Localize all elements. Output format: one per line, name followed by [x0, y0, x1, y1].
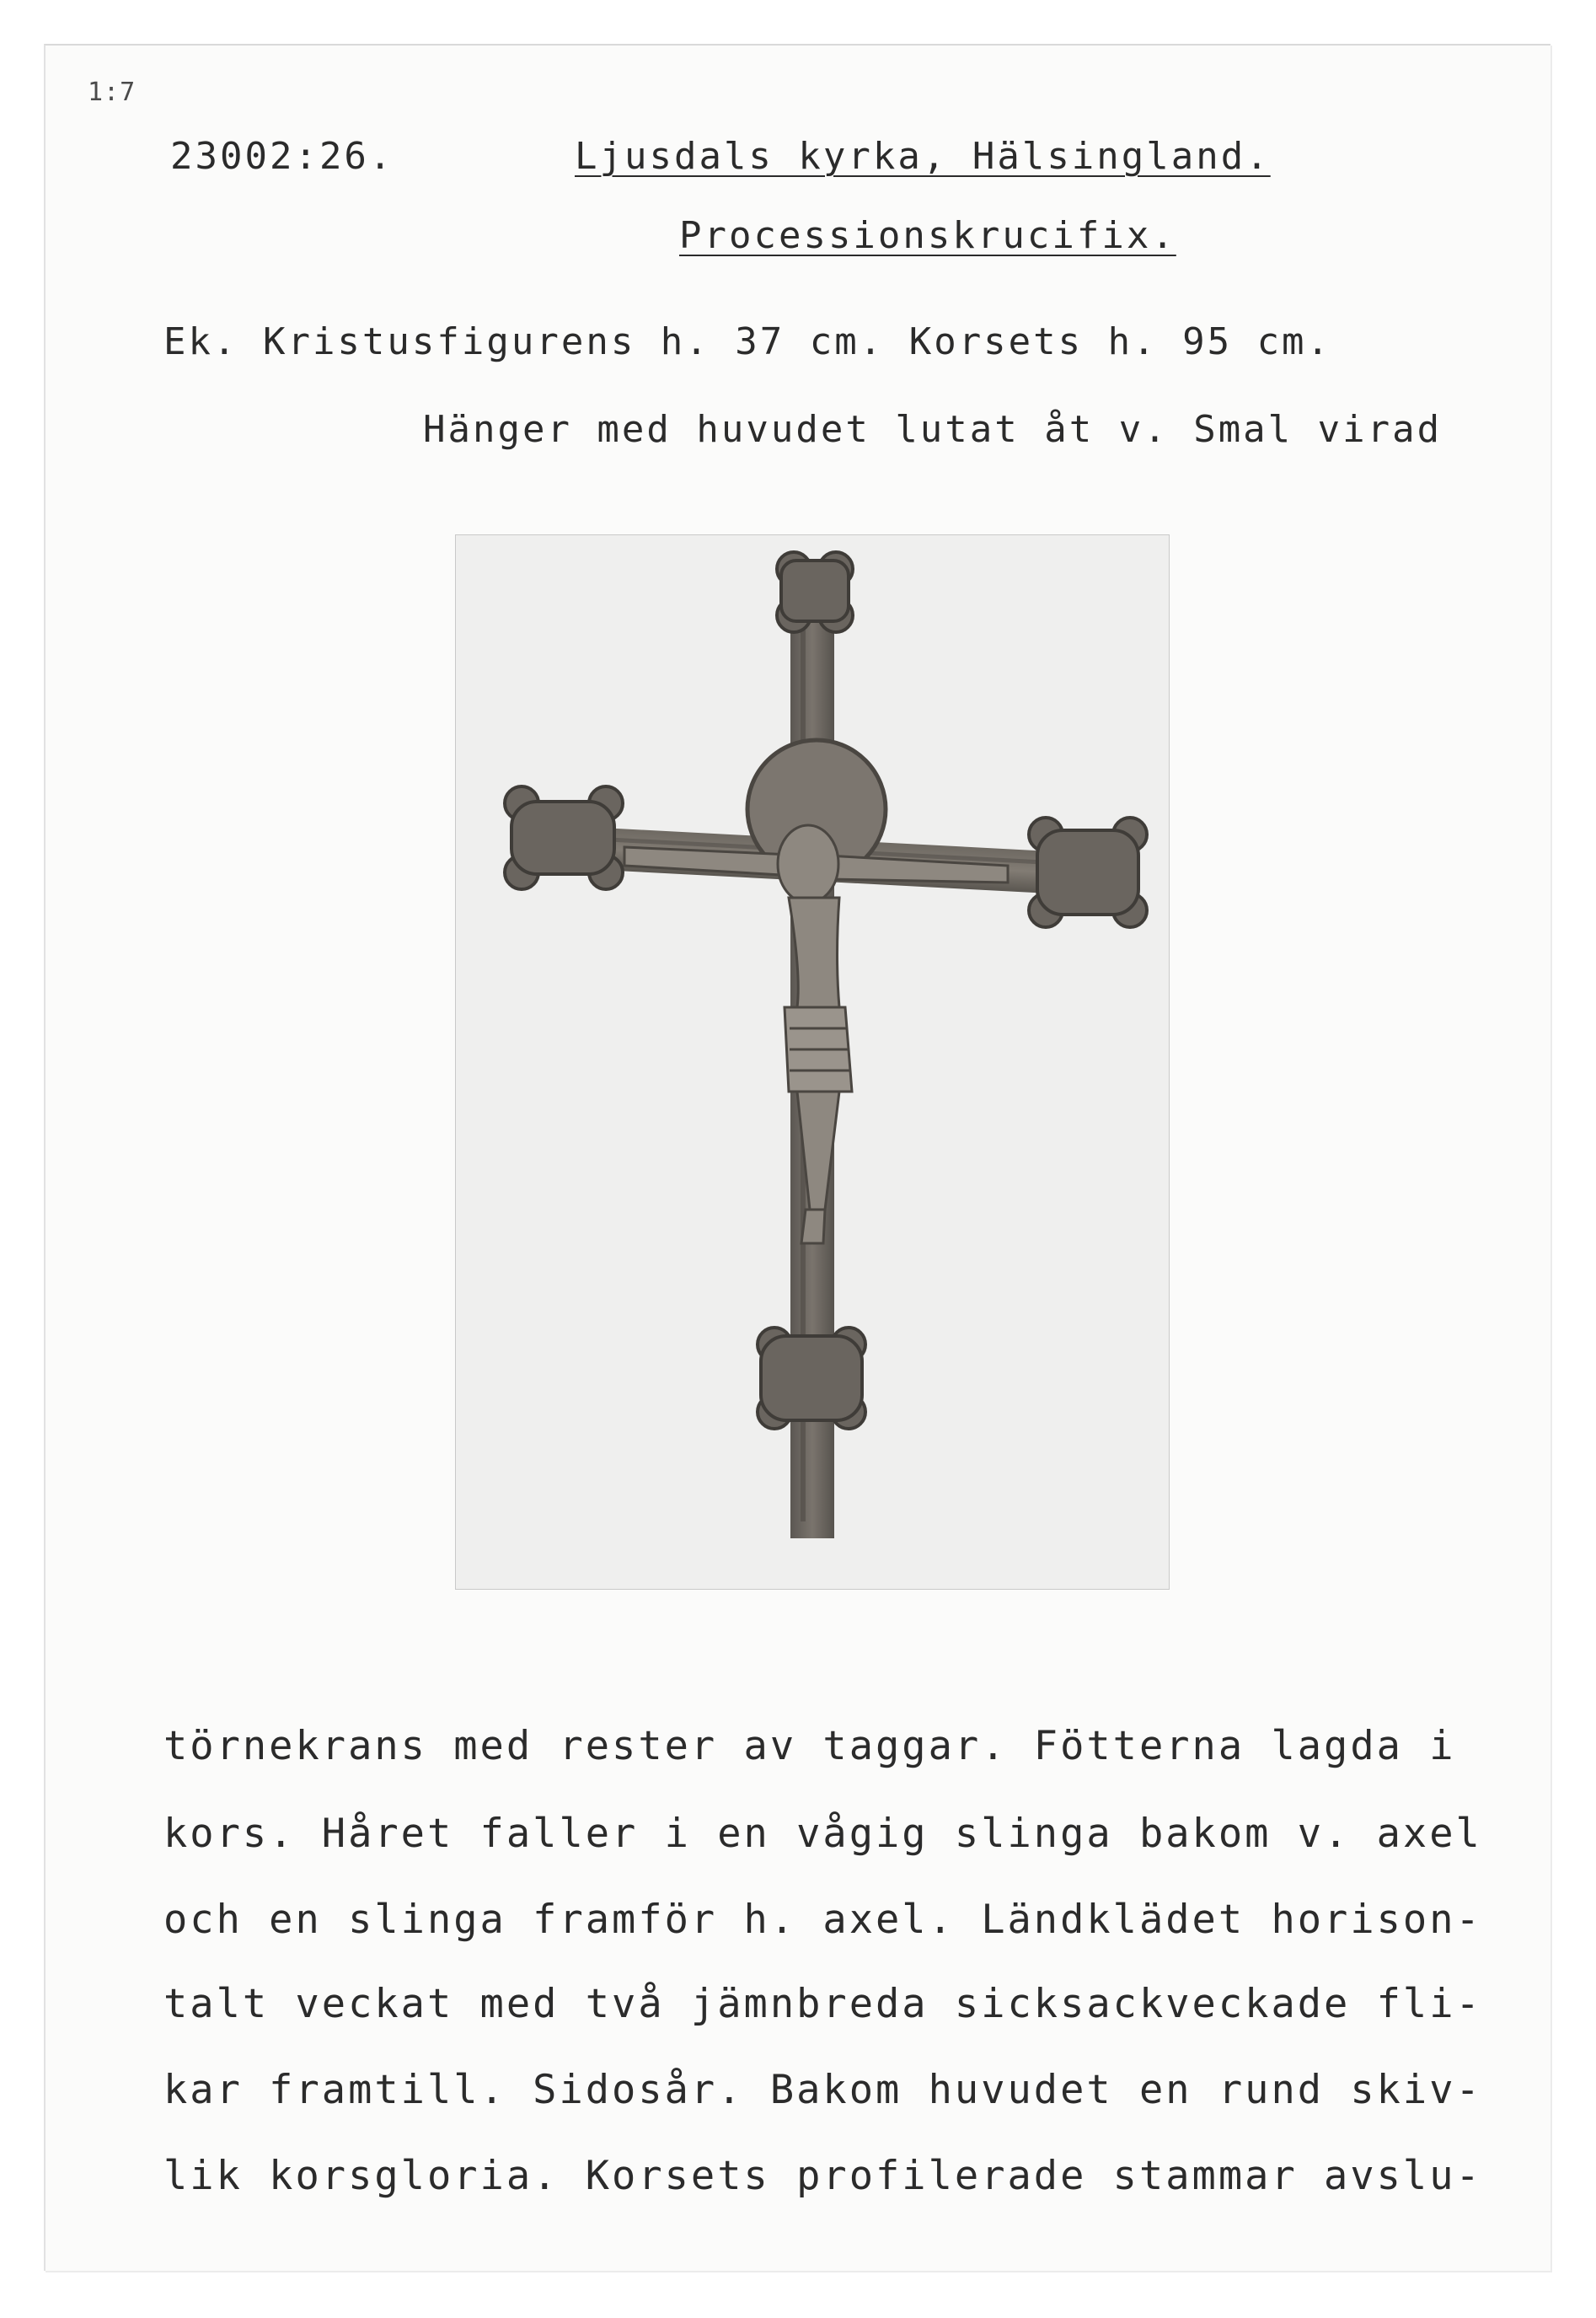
crucifix-image — [456, 535, 1169, 1589]
description-line-1: Ek. Kristusfigurens h. 37 cm. Korsets h. 95 cm. — [163, 320, 1332, 363]
right-terminal — [1029, 818, 1147, 927]
body-line-5: kar framtill. Sidosår. Bakom huvudet en rund skiv- — [163, 2067, 1482, 2113]
location-heading: Ljusdals kyrka, Hälsingland. — [575, 135, 1271, 178]
crucifix-photograph — [455, 534, 1170, 1590]
body-line-2: kors. Håret faller i en vågig slinga bakom v. axel — [163, 1811, 1482, 1857]
body-line-4: talt veckat med två jämnbreda sicksackveckade fli- — [163, 1981, 1482, 2027]
catalog-number: 23002:26. — [170, 135, 394, 178]
body-line-3: och en slinga framför h. axel. Ländklädet horison- — [163, 1897, 1482, 1943]
left-terminal — [505, 786, 623, 889]
object-title: Processionskrucifix. — [679, 214, 1176, 257]
description-line-2: Hänger med huvudet lutat åt v. Smal virad — [423, 408, 1443, 451]
catalog-card — [44, 44, 1550, 2271]
body-line-1: törnekrans med rester av taggar. Fötterna lagda i — [163, 1723, 1456, 1769]
body-line-6: lik korsgloria. Korsets profilerade stammar avslu- — [163, 2153, 1482, 2199]
top-terminal — [777, 552, 853, 632]
bottom-terminal — [758, 1328, 865, 1429]
corner-note: 1:7 — [88, 78, 137, 107]
